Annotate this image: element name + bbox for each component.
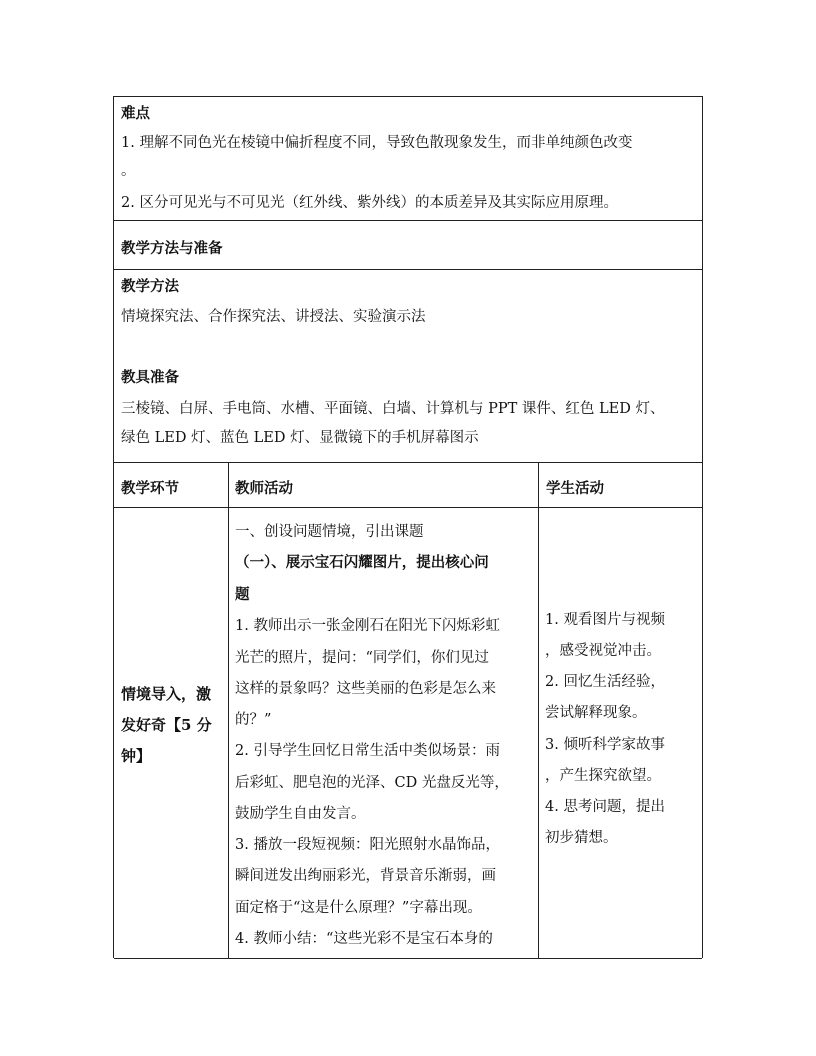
difficulty-heading: 难点 xyxy=(121,105,150,122)
stage-line: 钟】 xyxy=(121,747,152,765)
column-divider xyxy=(538,463,539,507)
methods-row xyxy=(114,270,702,463)
tools-heading: 教具准备 xyxy=(121,369,179,386)
teacher-line: 1. 教师出示一张金刚石在阳光下闪烁彩虹 xyxy=(235,618,500,634)
teacher-line: （一）、展示宝石闪耀图片，提出核心问 xyxy=(235,554,489,571)
student-line: 4. 思考问题，提出 xyxy=(545,799,665,815)
column-divider xyxy=(538,508,539,958)
student-line: 1. 观看图片与视频 xyxy=(545,612,665,628)
methods-section-row xyxy=(114,221,702,270)
stage-line: 发好奇【5 分 xyxy=(121,716,212,734)
header-student: 学生活动 xyxy=(546,480,604,497)
teacher-line: 瞬间迸发出绚丽彩光，背景音乐渐弱，画 xyxy=(235,868,496,884)
student-line: ，感受视觉冲击。 xyxy=(545,643,661,659)
student-line: 尝试解释现象。 xyxy=(545,705,647,721)
teacher-line: 题 xyxy=(235,586,250,603)
teacher-line: 后彩虹、肥皂泡的光泽、CD 光盘反光等， xyxy=(235,775,509,791)
difficulty-item-1-cont: 。 xyxy=(121,163,136,179)
table-header-row xyxy=(114,463,702,508)
tools-line-2: 绿色 LED 灯、蓝色 LED 灯、显微镜下的手机屏幕图示 xyxy=(121,430,479,446)
teacher-line: 的？” xyxy=(235,712,272,728)
student-line: 3. 倾听科学家故事 xyxy=(545,737,665,753)
teacher-line: 这样的景象吗？这些美丽的色彩是怎么来 xyxy=(235,681,496,697)
student-line: 初步猜想。 xyxy=(545,830,618,846)
difficulty-item-1: 1. 理解不同色光在棱镜中偏折程度不同，导致色散现象发生，而非单纯颜色改变 xyxy=(121,135,633,151)
table-row xyxy=(114,508,702,959)
teacher-line: 一、创设问题情境，引出课题 xyxy=(235,524,424,540)
methods-section-heading: 教学方法与准备 xyxy=(121,240,223,257)
methods-text: 情境探究法、合作探究法、讲授法、实验演示法 xyxy=(121,309,426,325)
teacher-line: 4. 教师小结：“这些光彩不是宝石本身的 xyxy=(235,931,493,947)
methods-heading: 教学方法 xyxy=(121,278,179,295)
column-divider xyxy=(228,508,229,958)
teacher-line: 面定格于“这是什么原理？”字幕出现。 xyxy=(235,900,482,916)
column-divider xyxy=(228,463,229,507)
teacher-line: 鼓励学生自由发言。 xyxy=(235,806,366,822)
stage-line: 情境导入，激 xyxy=(121,685,212,703)
tools-line-1: 三棱镜、白屏、手电筒、水槽、平面镜、白墙、计算机与 PPT 课件、红色 LED 灯、 xyxy=(121,401,665,417)
lesson-plan-table xyxy=(113,96,703,958)
difficulty-item-2: 2. 区分可见光与不可见光（红外线、紫外线）的本质差异及其实际应用原理。 xyxy=(121,195,618,211)
teacher-line: 2. 引导学生回忆日常生活中类似场景：雨 xyxy=(235,743,500,759)
difficulty-row xyxy=(114,97,702,221)
header-teacher: 教师活动 xyxy=(235,480,293,497)
teacher-line: 光芒的照片，提问：“同学们，你们见过 xyxy=(235,650,489,666)
header-stage: 教学环节 xyxy=(121,480,179,497)
student-line: 2. 回忆生活经验， xyxy=(545,674,665,690)
teacher-line: 3. 播放一段短视频：阳光照射水晶饰品， xyxy=(235,837,500,853)
student-line: ，产生探究欲望。 xyxy=(545,768,661,784)
